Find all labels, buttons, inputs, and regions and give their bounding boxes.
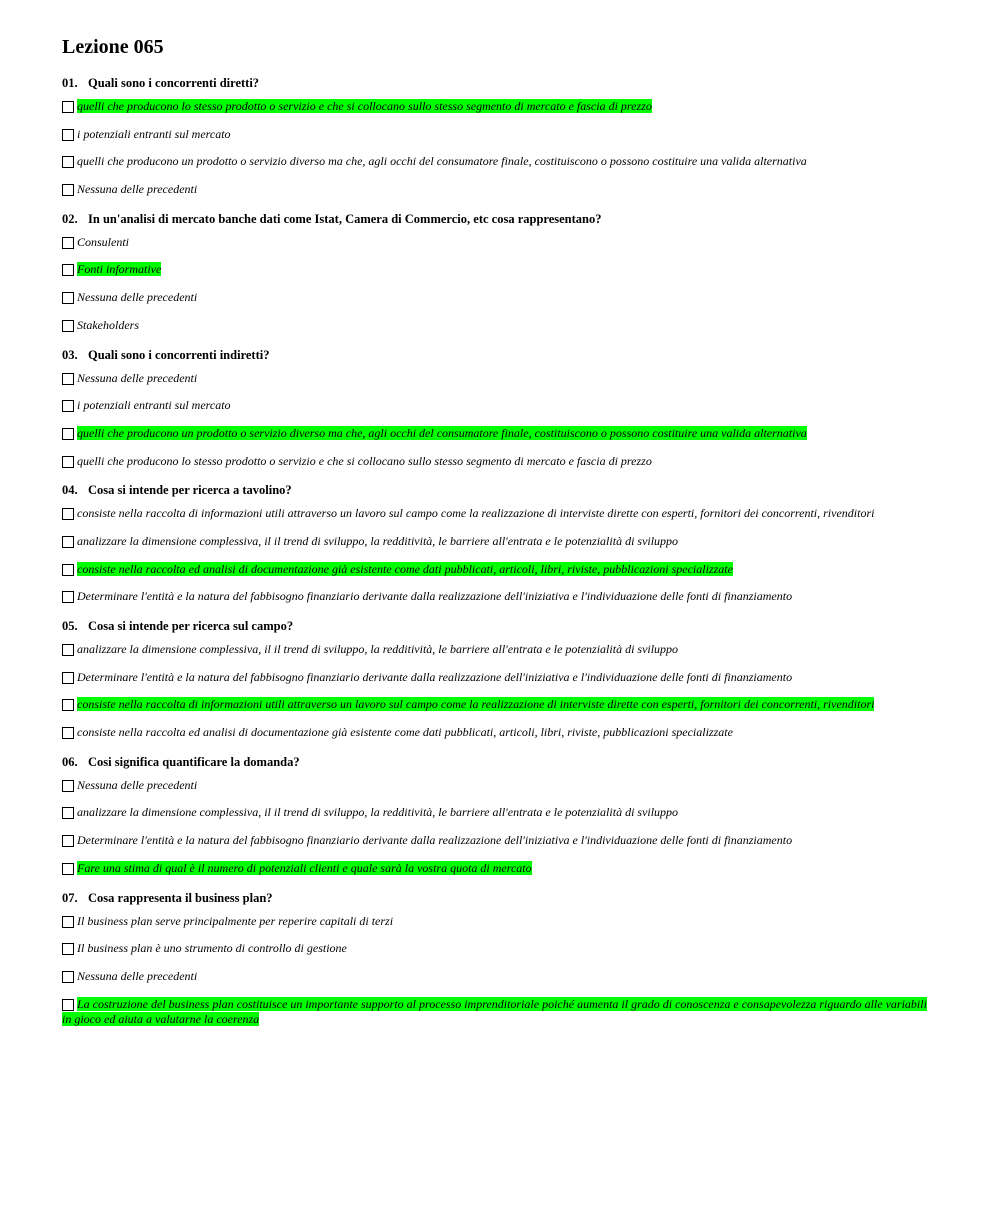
answer-option: [62, 371, 932, 386]
question-heading: [62, 210, 932, 228]
answer-checkbox[interactable]: [62, 971, 74, 983]
answer-option: [62, 127, 932, 142]
answer-option: [62, 506, 932, 521]
answer-text: i potenziali entranti sul mercato: [77, 398, 231, 413]
answer-text: Nessuna delle precedenti: [77, 777, 198, 792]
correct-answer-text: quelli che producono lo stesso prodotto o servizio e che si collocano sullo stesso segmento di mercato e fascia di prezzo: [77, 99, 652, 113]
answer-checkbox[interactable]: [62, 699, 74, 711]
answer-text: Nessuna delle precedenti: [77, 290, 198, 305]
question-number: 05.: [62, 619, 78, 633]
answer-checkbox[interactable]: [62, 807, 74, 819]
answer-option: [62, 182, 932, 197]
answer-checkbox[interactable]: [62, 536, 74, 548]
question-7: [62, 889, 932, 1027]
answer-option: [62, 642, 932, 657]
question-text: Cosi significa quantificare la domanda?: [88, 754, 300, 769]
correct-answer-text: La costruzione del business plan costituisce un importante supporto al processo imprenditoriale poiché aumenta il grado di conoscenza e consapevolezza riguardo alle variabili in gioco ed aiuta a valutarne la coerenza: [62, 996, 927, 1026]
answer-checkbox[interactable]: [62, 292, 74, 304]
question-text: Cosa si intende per ricerca a tavolino?: [88, 483, 292, 498]
answer-text: analizzare la dimensione complessiva, il il trend di sviluppo, la redditività, le barriere all'entrata e le potenzialità di sviluppo: [77, 805, 679, 820]
correct-answer-text: consiste nella raccolta ed analisi di documentazione già esistente come dati pubblicati, articoli, libri, riviste, pubblicazioni specializzate: [77, 561, 733, 576]
answer-option: [62, 805, 932, 820]
question-4: [62, 481, 932, 604]
page-title: Lezione 065: [62, 36, 164, 58]
answer-option: [62, 861, 932, 876]
answer-text: Nessuna delle precedenti: [77, 968, 198, 983]
question-heading: [62, 889, 932, 907]
answer-option: [62, 833, 932, 848]
answer-checkbox[interactable]: [62, 508, 74, 520]
question-number: 06.: [62, 754, 78, 769]
question-text: Cosa rappresenta il business plan?: [88, 890, 273, 905]
answer-checkbox[interactable]: [62, 101, 74, 113]
answer-checkbox[interactable]: [62, 264, 74, 276]
answer-checkbox[interactable]: [62, 644, 74, 656]
question-text: Quali sono i concorrenti diretti?: [88, 76, 260, 90]
answer-checkbox[interactable]: [62, 156, 74, 168]
answer-checkbox[interactable]: [62, 373, 74, 385]
answer-option: [62, 398, 932, 413]
correct-answer-text: quelli che producono un prodotto o servizio diverso ma che, agli occhi del consumatore finale, costituiscono o possono costituire una valida alternativa: [77, 425, 807, 440]
answer-text: analizzare la dimensione complessiva, il il trend di sviluppo, la redditività, le barriere all'entrata e le potenzialità di sviluppo: [77, 642, 679, 656]
answer-option: [62, 670, 932, 685]
answer-text: Consulenti: [77, 234, 130, 249]
answer-checkbox[interactable]: [62, 591, 74, 603]
answer-option: [62, 454, 932, 469]
question-number: 03.: [62, 347, 78, 362]
answer-text: Determinare l'entità e la natura del fabbisogno finanziario derivante dalla realizzazione dell'iniziativa e l'individuazione delle fonti di finanziamento: [77, 589, 793, 604]
question-5: [62, 617, 932, 740]
question-2: [62, 210, 932, 333]
answer-option: [62, 941, 932, 956]
answer-text: i potenziali entranti sul mercato: [77, 126, 231, 141]
answer-checkbox[interactable]: [62, 184, 74, 196]
correct-answer-text: Fare una stima di qual è il numero di potenziali clienti e quale sarà la vostra quota di mercato: [77, 860, 532, 875]
question-heading: [62, 74, 932, 92]
correct-answer-text: Fonti informative: [77, 262, 162, 277]
answer-option: [62, 997, 932, 1027]
answer-option: [62, 154, 932, 169]
question-3: [62, 346, 932, 469]
answer-text: consiste nella raccolta ed analisi di documentazione già esistente come dati pubblicati, articoli, libri, riviste, pubblicazioni specializzate: [77, 725, 733, 740]
answer-text: Determinare l'entità e la natura del fabbisogno finanziario derivante dalla realizzazione dell'iniziativa e l'individuazione delle fonti di finanziamento: [77, 833, 793, 848]
answer-checkbox[interactable]: [62, 456, 74, 468]
answer-checkbox[interactable]: [62, 916, 74, 928]
answer-text: Nessuna delle precedenti: [77, 182, 198, 197]
question-heading: [62, 753, 932, 771]
answer-text: Il business plan è uno strumento di controllo di gestione: [77, 941, 347, 956]
answer-checkbox[interactable]: [62, 835, 74, 847]
question-list: [62, 74, 932, 1027]
answer-option: [62, 290, 932, 305]
answer-text: quelli che producono lo stesso prodotto o servizio e che si collocano sullo stesso segmento di mercato e fascia di prezzo: [77, 453, 652, 468]
answer-checkbox[interactable]: [62, 129, 74, 141]
question-heading: [62, 617, 932, 635]
answer-option: [62, 914, 932, 929]
question-text: In un'analisi di mercato banche dati come Istat, Camera di Commercio, etc cosa rappresentano?: [88, 211, 602, 226]
answer-checkbox[interactable]: [62, 999, 74, 1011]
answer-checkbox[interactable]: [62, 428, 74, 440]
answer-option: [62, 318, 932, 333]
question-heading: [62, 346, 932, 364]
answer-option: [62, 778, 932, 793]
answer-checkbox[interactable]: [62, 672, 74, 684]
answer-text: Determinare l'entità e la natura del fabbisogno finanziario derivante dalla realizzazione dell'iniziativa e l'individuazione delle fonti di finanziamento: [77, 669, 793, 684]
answer-option: [62, 697, 932, 712]
answer-checkbox[interactable]: [62, 863, 74, 875]
answer-checkbox[interactable]: [62, 564, 74, 576]
quiz-document: [62, 34, 932, 1039]
answer-option: [62, 534, 932, 549]
correct-answer-text: consiste nella raccolta di informazioni utili attraverso un lavoro sul campo come la realizzazione di interviste dirette con esperti, fornitori dei concorrenti, rivenditori: [77, 697, 875, 712]
question-1: [62, 74, 932, 197]
question-heading: [62, 481, 932, 499]
question-6: [62, 753, 932, 876]
answer-option: [62, 969, 932, 984]
answer-checkbox[interactable]: [62, 400, 74, 412]
answer-option: [62, 725, 932, 740]
question-text: Quali sono i concorrenti indiretti?: [88, 347, 270, 362]
answer-checkbox[interactable]: [62, 237, 74, 249]
question-number: 07.: [62, 890, 78, 905]
answer-checkbox[interactable]: [62, 320, 74, 332]
answer-checkbox[interactable]: [62, 780, 74, 792]
question-number: 04.: [62, 483, 78, 498]
answer-option: [62, 562, 932, 577]
answer-checkbox[interactable]: [62, 943, 74, 955]
answer-option: [62, 262, 932, 277]
answer-text: Stakeholders: [77, 317, 139, 332]
answer-option: [62, 426, 932, 441]
answer-text: quelli che producono un prodotto o servizio diverso ma che, agli occhi del consumatore finale, costituiscono o possono costituire una valida alternativa: [77, 154, 807, 169]
question-text: Cosa si intende per ricerca sul campo?: [88, 619, 294, 633]
answer-text: analizzare la dimensione complessiva, il il trend di sviluppo, la redditività, le barriere all'entrata e le potenzialità di sviluppo: [77, 533, 679, 548]
question-number: 02.: [62, 211, 78, 226]
answer-text: Il business plan serve principalmente per reperire capitali di terzi: [77, 913, 394, 928]
answer-option: [62, 99, 932, 114]
answer-text: Nessuna delle precedenti: [77, 370, 198, 385]
answer-text: consiste nella raccolta di informazioni utili attraverso un lavoro sul campo come la realizzazione di interviste dirette con esperti, fornitori dei concorrenti, rivenditori: [77, 506, 875, 521]
answer-option: [62, 235, 932, 250]
answer-option: [62, 589, 932, 604]
answer-checkbox[interactable]: [62, 727, 74, 739]
question-number: 01.: [62, 76, 78, 90]
